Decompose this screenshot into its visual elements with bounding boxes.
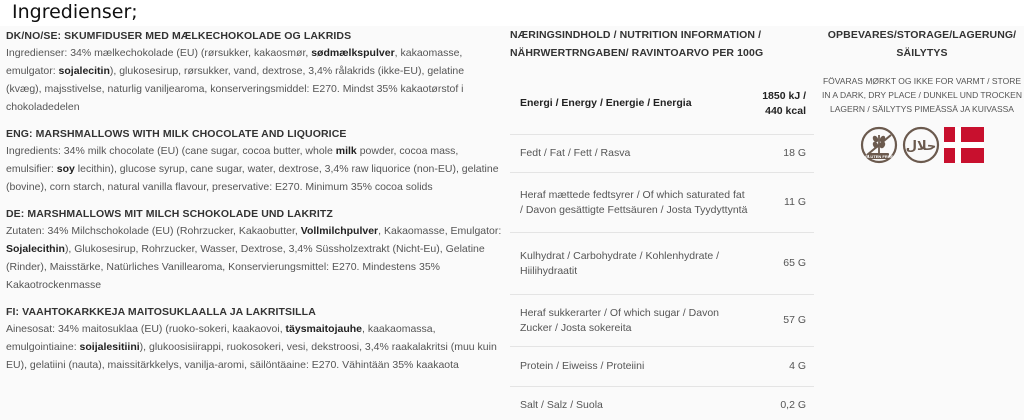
ingredients-section — [6, 126, 502, 196]
ingredients-section-title: DE: MARSHMALLOWS MIT MILCH SCHOKOLADE UND LAKRITZ — [6, 208, 333, 220]
ingredient-text: , kakaomasse, emulgator: — [6, 47, 463, 77]
nutrition-value: 0,2 G — [780, 399, 806, 411]
allergen-text: täysmaitojauhe — [285, 323, 362, 335]
ingredient-text: Ainesosat: 34% maitosuklaa (EU) (ruoko-sokeri, kaakaovoi, — [6, 323, 286, 335]
nutrition-label: Heraf mættede fedtsyrer / Of which saturated fat / Davon gesättigte Fettsäuren / Josta Tyydyttyntä — [520, 188, 748, 216]
nutrition-row — [510, 295, 814, 347]
nutrition-value: 65 G — [783, 257, 806, 269]
allergen-text: Sojalecithin — [6, 243, 65, 255]
nutrition-column — [510, 26, 814, 420]
ingredient-text: Ingredients: 34% milk chocolate (EU) (cane sugar, cocoa butter, whole — [6, 145, 336, 157]
ingredients-section — [6, 28, 502, 116]
nutrition-label: Salt / Salz / Suola — [520, 399, 603, 411]
allergen-text: soy — [56, 163, 75, 175]
nutrition-value: 1850 kJ / 440 kcal — [762, 89, 806, 117]
allergen-text: soijalesitiini — [79, 341, 140, 353]
ingredient-text: ), glukosesirup, rørsukker, vand, dextrose, 3,4% rålakrids (ikke-EU), gelatine (kvæg), majsstivelse, naturlig vaniljearoma, konserveringsmiddel: E270. Mindst 35% kakaotørstof i chokoladedelen — [6, 65, 465, 113]
ingredient-text: powder, cocoa mass, emulsifier: — [6, 145, 459, 175]
nutrition-value: 4 G — [789, 360, 806, 372]
nutrition-title: NÆRINGSINDHOLD / NUTRITION INFORMATION / NÄHRWERTRNGABEN/ RAVINTOARVO PER 100G — [510, 29, 764, 59]
nutrition-row — [510, 233, 814, 295]
gluten-free-icon — [860, 126, 898, 164]
allergen-text: sødmælkspulver — [311, 47, 395, 59]
nutrition-value: 57 G — [783, 314, 806, 326]
ingredients-column — [6, 26, 502, 384]
storage-title: OPBEVARES/STORAGE/LAGERUNG/ SÄILYTYS — [827, 29, 1017, 59]
halal-icon — [902, 126, 940, 164]
allergen-text: milk — [335, 145, 357, 157]
halal-label: حلال — [905, 139, 937, 154]
ingredients-text — [6, 222, 502, 294]
nutrition-table — [510, 73, 814, 420]
nutrition-value: 11 G — [784, 196, 806, 208]
nutrition-label: Energi / Energy / Energie / Energia — [520, 97, 692, 109]
nutrition-row — [510, 173, 814, 233]
allergen-text: sojalecitin — [58, 65, 110, 77]
nutrition-row — [510, 387, 814, 420]
nutrition-row — [510, 73, 814, 135]
nutrition-label: Kulhydrat / Carbohydrate / Kohlenhydrate / Hiilihydraatit — [520, 249, 720, 277]
storage-text: FÖVARAS MØRKT OG IKKE FOR VARMT / STORE IN A DARK, DRY PLACE / DUNKEL UND TROCKEN LAGERN / SÄILYTYS PIMEÄSSÄ JA KUIVASSA — [822, 76, 1022, 114]
nutrition-value: 18 G — [783, 147, 806, 159]
ingredients-section — [6, 206, 502, 294]
ingredient-text: lecithin), glucose syrup, cane sugar, water, dextrose, 3,4% raw liquorice (non-EU), gelatine (bovine), corn starch, natural vanilla flavour, preservative: E270. Minimum 35% cocoa solids — [6, 163, 499, 193]
ingredient-text: Zutaten: 34% Milchschokolade (EU) (Rohrzucker, Kakaobutter, — [6, 225, 301, 237]
ingredients-section — [6, 304, 502, 374]
nutrition-label: Protein / Eiweiss / Proteiini — [520, 360, 645, 372]
nutrition-label: Heraf sukkerarter / Of which sugar / Davon Zucker / Josta sokereita — [520, 306, 719, 334]
nutrition-row — [510, 347, 814, 387]
ingredient-text: ), Glukosesirup, Rohrzucker, Wasser, Dextrose, 3,4% Süssholzextrakt (Nicht-Eu), Gelatine (Rinder), Maisstärke, Natürliches Vanillearoma, Konservierungsmittel: E270. Mindestens 35% Kakaotrockenmasse — [6, 243, 485, 291]
ingredient-text: , kaakaomassa, emulgointiaine: — [6, 323, 436, 353]
ingredients-section-title: DK/NO/SE: SKUMFIDUSER MED MÆLKECHOKOLADE OG LAKRIDS — [6, 30, 352, 42]
certification-icons — [820, 126, 1024, 164]
ingredient-text: , Kakaomasse, Emulgator: — [378, 225, 502, 237]
storage-column — [820, 26, 1024, 164]
ingredient-text: ), glukoosisiirappi, ruokosokeri, vesi, dekstroosi, 3,4% raakalakritsi (muu kuin EU), gelatiini (nauta), maissitärkkelys, vanilja-aromi, säilöntäaine: E270. Vähintään 35% kaakaota — [6, 341, 497, 371]
ingredients-text — [6, 44, 502, 116]
ingredients-section-title: FI: VAAHTOKARKKEJA MAITOSUKLAALLA JA LAKRITSILLA — [6, 306, 316, 318]
page-heading: Ingredienser; — [12, 1, 138, 23]
ingredient-text: Ingredienser: 34% mælkechokolade (EU) (rørsukker, kakaosmør, — [6, 47, 312, 59]
nutrition-row — [510, 135, 814, 173]
ingredients-text — [6, 142, 502, 196]
allergen-text: Vollmilchpulver — [300, 225, 379, 237]
ingredients-text — [6, 320, 502, 374]
gluten-free-label: GLUTEN FREE — [864, 153, 894, 159]
denmark-flag-icon — [944, 127, 984, 163]
ingredients-section-title: ENG: MARSHMALLOWS WITH MILK CHOCOLATE AND LIQUORICE — [6, 128, 347, 140]
nutrition-label: Fedt / Fat / Fett / Rasva — [520, 147, 631, 159]
